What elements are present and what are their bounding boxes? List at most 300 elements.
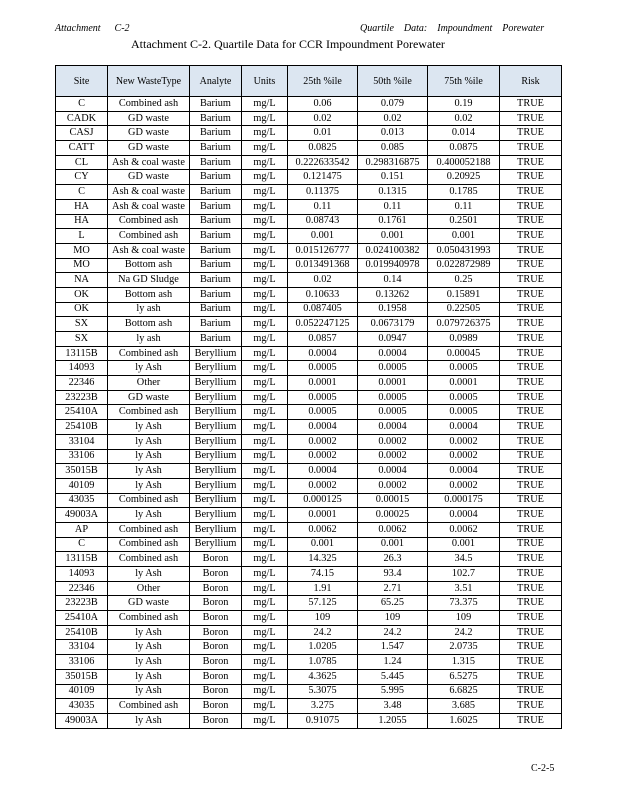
p50-cell: 3.48 [358,699,428,714]
p75-cell: 0.00045 [428,346,500,361]
p50-cell: 0.00025 [358,508,428,523]
units-cell: mg/L [242,405,288,420]
units-cell: mg/L [242,317,288,332]
p50-cell: 0.0005 [358,390,428,405]
units-cell: mg/L [242,229,288,244]
waste-type-cell: ly Ash [108,567,190,582]
p25-cell: 0.001 [288,229,358,244]
p50-cell: 0.0001 [358,376,428,391]
p50-cell: 5.995 [358,684,428,699]
p75-cell: 0.0989 [428,332,500,347]
units-cell: mg/L [242,126,288,141]
site-cell: MO [56,258,108,273]
waste-type-cell: Other [108,581,190,596]
p75-cell: 2.0735 [428,640,500,655]
site-cell: OK [56,287,108,302]
units-cell: mg/L [242,155,288,170]
site-cell: 35015B [56,669,108,684]
p75-cell: 0.050431993 [428,243,500,258]
p50-cell: 93.4 [358,567,428,582]
p75-cell: 0.0002 [428,449,500,464]
p50-cell: 0.298316875 [358,155,428,170]
p25-cell: 0.0001 [288,508,358,523]
site-cell: 14093 [56,567,108,582]
waste-type-cell: ly Ash [108,640,190,655]
waste-type-cell: Ash & coal waste [108,185,190,200]
table-row [56,97,562,112]
units-cell: mg/L [242,640,288,655]
analyte-cell: Beryllium [190,376,242,391]
table-row [56,713,562,728]
units-cell: mg/L [242,302,288,317]
waste-type-cell: Combined ash [108,611,190,626]
p25-cell: 0.0004 [288,464,358,479]
p50-cell: 0.00015 [358,493,428,508]
analyte-cell: Boron [190,684,242,699]
table-row [56,552,562,567]
risk-cell: TRUE [500,332,562,347]
p50-cell: 0.024100382 [358,243,428,258]
units-cell: mg/L [242,611,288,626]
risk-cell: TRUE [500,464,562,479]
risk-cell: TRUE [500,141,562,156]
site-cell: L [56,229,108,244]
table-row [56,376,562,391]
units-cell: mg/L [242,478,288,493]
analyte-cell: Beryllium [190,434,242,449]
analyte-cell: Barium [190,273,242,288]
units-cell: mg/L [242,273,288,288]
units-cell: mg/L [242,214,288,229]
risk-cell: TRUE [500,317,562,332]
header-attachment-label: Attachment [55,23,101,34]
p50-cell: 2.71 [358,581,428,596]
site-cell: 49003A [56,713,108,728]
p25-cell: 0.000125 [288,493,358,508]
p50-cell: 0.0002 [358,449,428,464]
table-row [56,214,562,229]
p25-cell: 24.2 [288,625,358,640]
risk-cell: TRUE [500,155,562,170]
site-cell: CATT [56,141,108,156]
waste-type-cell: ly Ash [108,464,190,479]
p50-cell: 0.0062 [358,522,428,537]
risk-cell: TRUE [500,508,562,523]
waste-type-cell: Na GD Sludge [108,273,190,288]
table-row [56,302,562,317]
risk-cell: TRUE [500,111,562,126]
p75-cell: 0.400052188 [428,155,500,170]
risk-cell: TRUE [500,405,562,420]
page-title: Attachment C-2. Quartile Data for CCR Impoundment Porewater [131,37,445,51]
p25-cell: 0.06 [288,97,358,112]
site-cell: CASJ [56,126,108,141]
analyte-cell: Barium [190,317,242,332]
units-cell: mg/L [242,141,288,156]
analyte-cell: Boron [190,567,242,582]
p75-cell: 0.0004 [428,508,500,523]
risk-cell: TRUE [500,684,562,699]
p25-cell: 1.0785 [288,655,358,670]
risk-cell: TRUE [500,655,562,670]
p75-cell: 0.0002 [428,478,500,493]
analyte-cell: Beryllium [190,493,242,508]
waste-type-cell: Combined ash [108,214,190,229]
p25-cell: 0.0001 [288,376,358,391]
analyte-cell: Barium [190,229,242,244]
site-cell: 40109 [56,684,108,699]
p50-cell: 24.2 [358,625,428,640]
table-row [56,361,562,376]
table-row [56,346,562,361]
analyte-cell: Beryllium [190,522,242,537]
p75-cell: 3.685 [428,699,500,714]
analyte-cell: Boron [190,699,242,714]
risk-cell: TRUE [500,273,562,288]
waste-type-cell: Ash & coal waste [108,243,190,258]
risk-cell: TRUE [500,185,562,200]
p75-cell: 0.11 [428,199,500,214]
p25-cell: 1.91 [288,581,358,596]
site-cell: 33104 [56,640,108,655]
p25-cell: 0.0004 [288,420,358,435]
risk-cell: TRUE [500,478,562,493]
p75-cell: 0.22505 [428,302,500,317]
column-header-units: Units [242,66,288,97]
site-cell: 25410A [56,405,108,420]
table-header-row [56,66,562,97]
site-cell: HA [56,199,108,214]
running-header-right [360,23,554,34]
analyte-cell: Boron [190,655,242,670]
p50-cell: 0.0002 [358,478,428,493]
waste-type-cell: Combined ash [108,522,190,537]
p50-cell: 0.0673179 [358,317,428,332]
table-row [56,273,562,288]
table-row [56,508,562,523]
p75-cell: 73.375 [428,596,500,611]
p75-cell: 3.51 [428,581,500,596]
waste-type-cell: Combined ash [108,537,190,552]
waste-type-cell: ly Ash [108,420,190,435]
units-cell: mg/L [242,567,288,582]
waste-type-cell: ly Ash [108,449,190,464]
p50-cell: 26.3 [358,552,428,567]
table-row [56,493,562,508]
site-cell: 25410A [56,611,108,626]
table-row [56,199,562,214]
risk-cell: TRUE [500,243,562,258]
units-cell: mg/L [242,713,288,728]
p25-cell: 1.0205 [288,640,358,655]
units-cell: mg/L [242,170,288,185]
risk-cell: TRUE [500,390,562,405]
waste-type-cell: GD waste [108,170,190,185]
p50-cell: 0.0005 [358,405,428,420]
analyte-cell: Barium [190,243,242,258]
risk-cell: TRUE [500,199,562,214]
waste-type-cell: ly ash [108,332,190,347]
analyte-cell: Beryllium [190,478,242,493]
p25-cell: 0.08743 [288,214,358,229]
p50-cell: 0.1761 [358,214,428,229]
risk-cell: TRUE [500,420,562,435]
units-cell: mg/L [242,522,288,537]
column-header-25th: 25th %ile [288,66,358,97]
p75-cell: 102.7 [428,567,500,582]
waste-type-cell: Bottom ash [108,317,190,332]
risk-cell: TRUE [500,713,562,728]
p25-cell: 0.013491368 [288,258,358,273]
analyte-cell: Beryllium [190,537,242,552]
risk-cell: TRUE [500,449,562,464]
p50-cell: 0.11 [358,199,428,214]
p75-cell: 6.6825 [428,684,500,699]
units-cell: mg/L [242,287,288,302]
risk-cell: TRUE [500,596,562,611]
units-cell: mg/L [242,361,288,376]
waste-type-cell: ly Ash [108,669,190,684]
table-row [56,170,562,185]
table-row [56,522,562,537]
site-cell: CL [56,155,108,170]
p75-cell: 0.0004 [428,464,500,479]
waste-type-cell: ly Ash [108,684,190,699]
risk-cell: TRUE [500,581,562,596]
units-cell: mg/L [242,625,288,640]
site-cell: 33104 [56,434,108,449]
p75-cell: 0.15891 [428,287,500,302]
p25-cell: 0.01 [288,126,358,141]
risk-cell: TRUE [500,522,562,537]
analyte-cell: Barium [190,199,242,214]
table-row [56,699,562,714]
units-cell: mg/L [242,655,288,670]
units-cell: mg/L [242,390,288,405]
risk-cell: TRUE [500,229,562,244]
p50-cell: 0.0947 [358,332,428,347]
analyte-cell: Beryllium [190,346,242,361]
table-row [56,287,562,302]
p25-cell: 0.11375 [288,185,358,200]
table-row [56,537,562,552]
waste-type-cell: Combined ash [108,229,190,244]
site-cell: C [56,185,108,200]
p25-cell: 0.0002 [288,434,358,449]
analyte-cell: Beryllium [190,390,242,405]
analyte-cell: Beryllium [190,420,242,435]
p75-cell: 0.000175 [428,493,500,508]
waste-type-cell: GD waste [108,596,190,611]
p25-cell: 0.052247125 [288,317,358,332]
waste-type-cell: ly Ash [108,625,190,640]
running-header-left [55,23,144,34]
p25-cell: 0.0002 [288,478,358,493]
p50-cell: 1.24 [358,655,428,670]
p50-cell: 0.085 [358,141,428,156]
analyte-cell: Barium [190,185,242,200]
p75-cell: 0.0001 [428,376,500,391]
units-cell: mg/L [242,258,288,273]
analyte-cell: Boron [190,669,242,684]
p50-cell: 0.13262 [358,287,428,302]
waste-type-cell: Combined ash [108,405,190,420]
p50-cell: 0.151 [358,170,428,185]
site-cell: 22346 [56,581,108,596]
waste-type-cell: ly ash [108,302,190,317]
units-cell: mg/L [242,97,288,112]
p75-cell: 1.6025 [428,713,500,728]
table-row [56,640,562,655]
waste-type-cell: Bottom ash [108,287,190,302]
site-cell: 22346 [56,376,108,391]
table-row [56,155,562,170]
site-cell: 25410B [56,625,108,640]
column-header-site: Site [56,66,108,97]
units-cell: mg/L [242,684,288,699]
waste-type-cell: GD waste [108,390,190,405]
units-cell: mg/L [242,669,288,684]
units-cell: mg/L [242,596,288,611]
p25-cell: 0.0005 [288,405,358,420]
column-header-analyte: Analyte [190,66,242,97]
table-row [56,420,562,435]
p50-cell: 0.1315 [358,185,428,200]
table-row [56,126,562,141]
waste-type-cell: Combined ash [108,552,190,567]
column-header-50th: 50th %ile [358,66,428,97]
risk-cell: TRUE [500,214,562,229]
header-word-2: Data: [403,23,428,34]
analyte-cell: Barium [190,214,242,229]
p75-cell: 0.079726375 [428,317,500,332]
table-row [56,581,562,596]
page-number: C-2-5 [531,763,555,774]
p50-cell: 0.1958 [358,302,428,317]
p75-cell: 34.5 [428,552,500,567]
p25-cell: 0.121475 [288,170,358,185]
waste-type-cell: ly Ash [108,508,190,523]
risk-cell: TRUE [500,287,562,302]
p25-cell: 0.0062 [288,522,358,537]
p25-cell: 0.015126777 [288,243,358,258]
units-cell: mg/L [242,420,288,435]
analyte-cell: Barium [190,111,242,126]
risk-cell: TRUE [500,493,562,508]
site-cell: 40109 [56,478,108,493]
p75-cell: 0.0875 [428,141,500,156]
p75-cell: 0.02 [428,111,500,126]
analyte-cell: Boron [190,640,242,655]
waste-type-cell: Ash & coal waste [108,155,190,170]
waste-type-cell: ly Ash [108,713,190,728]
waste-type-cell: ly Ash [108,361,190,376]
risk-cell: TRUE [500,611,562,626]
p25-cell: 0.0002 [288,449,358,464]
analyte-cell: Barium [190,287,242,302]
waste-type-cell: Combined ash [108,97,190,112]
analyte-cell: Boron [190,611,242,626]
analyte-cell: Barium [190,258,242,273]
units-cell: mg/L [242,552,288,567]
p25-cell: 0.0005 [288,361,358,376]
table-row [56,434,562,449]
site-cell: 33106 [56,655,108,670]
table-row [56,449,562,464]
p75-cell: 0.022872989 [428,258,500,273]
units-cell: mg/L [242,243,288,258]
analyte-cell: Beryllium [190,361,242,376]
analyte-cell: Barium [190,155,242,170]
table-row [56,405,562,420]
site-cell: C [56,97,108,112]
p75-cell: 0.0004 [428,420,500,435]
header-attachment-id: C-2 [114,23,130,34]
risk-cell: TRUE [500,170,562,185]
waste-type-cell: ly Ash [108,478,190,493]
p75-cell: 0.20925 [428,170,500,185]
analyte-cell: Beryllium [190,508,242,523]
p50-cell: 1.547 [358,640,428,655]
p50-cell: 109 [358,611,428,626]
site-cell: MO [56,243,108,258]
risk-cell: TRUE [500,361,562,376]
p75-cell: 109 [428,611,500,626]
p50-cell: 0.02 [358,111,428,126]
risk-cell: TRUE [500,640,562,655]
risk-cell: TRUE [500,567,562,582]
p50-cell: 0.0005 [358,361,428,376]
p75-cell: 0.25 [428,273,500,288]
p75-cell: 0.19 [428,97,500,112]
table-row [56,390,562,405]
units-cell: mg/L [242,493,288,508]
units-cell: mg/L [242,346,288,361]
p50-cell: 0.0004 [358,464,428,479]
p25-cell: 0.222633542 [288,155,358,170]
site-cell: 13115B [56,346,108,361]
p75-cell: 0.0062 [428,522,500,537]
p25-cell: 57.125 [288,596,358,611]
p75-cell: 1.315 [428,655,500,670]
p50-cell: 0.0004 [358,346,428,361]
p50-cell: 0.0004 [358,420,428,435]
p75-cell: 0.014 [428,126,500,141]
header-word-1: Quartile [360,23,394,34]
risk-cell: TRUE [500,537,562,552]
p25-cell: 0.0004 [288,346,358,361]
waste-type-cell: ly Ash [108,655,190,670]
p50-cell: 65.25 [358,596,428,611]
waste-type-cell: Combined ash [108,493,190,508]
site-cell: 23223B [56,596,108,611]
p25-cell: 0.02 [288,273,358,288]
table-row [56,478,562,493]
analyte-cell: Barium [190,302,242,317]
p50-cell: 0.14 [358,273,428,288]
analyte-cell: Boron [190,596,242,611]
table-row [56,611,562,626]
analyte-cell: Boron [190,713,242,728]
waste-type-cell: Ash & coal waste [108,199,190,214]
site-cell: 33106 [56,449,108,464]
risk-cell: TRUE [500,302,562,317]
table-row [56,185,562,200]
table-row [56,229,562,244]
risk-cell: TRUE [500,126,562,141]
site-cell: 14093 [56,361,108,376]
column-header-risk: Risk [500,66,562,97]
